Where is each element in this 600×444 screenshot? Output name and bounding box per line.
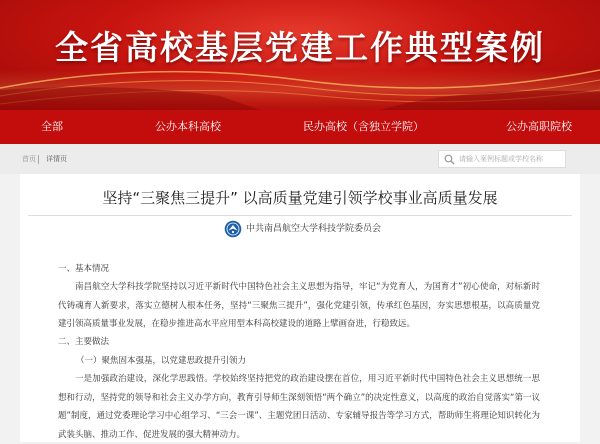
section-heading-2: 二、主要做法 <box>58 337 110 347</box>
paragraph-1 <box>58 278 540 334</box>
subsection-heading-1: （一）聚焦固本强基，以党建思政提升引领力 <box>76 356 247 366</box>
title-divider <box>28 215 572 216</box>
nav-item-public-vocational[interactable]: 公办高职院校 <box>506 120 572 133</box>
nav-item-public-undergrad[interactable]: 公办本科高校 <box>155 120 221 133</box>
main-nav <box>0 110 600 144</box>
search-icon[interactable] <box>444 154 455 165</box>
breadcrumb-separator <box>38 155 39 164</box>
article-source-text: 中共南昌航空大学科技学院委员会 <box>246 224 382 234</box>
school-logo-icon <box>224 220 242 238</box>
banner-title: 全省高校基层党建工作典型案例 <box>55 28 545 67</box>
nav-item-private[interactable]: 民办高校（含独立学院） <box>303 120 424 133</box>
breadcrumb-home[interactable]: 首页 <box>22 155 36 163</box>
section-heading-1: 一、基本情况 <box>58 264 110 274</box>
search-input[interactable] <box>459 151 563 167</box>
paragraph-2 <box>58 370 540 444</box>
header-banner <box>0 0 600 110</box>
breadcrumb-bar <box>0 144 600 174</box>
search-box[interactable] <box>438 150 566 168</box>
article-panel <box>20 174 580 442</box>
nav-item-all[interactable]: 全部 <box>41 120 63 133</box>
paragraph-1-text: 南昌航空大学科技学院坚持以习近平新时代中国特色社会主义思想为指导，牢记“为党育人，为国育才”初心使命，对标新时代铸魂育人新要求，落实立德树人根本任务，坚持“三聚焦三提升”，强化党建引领，传承红色基因，夯实思想根基，以高质量党建引领高质量事业发展，在稳步推进高水平应用型本科高校建设的道路上擘画奋进，行稳致远。 <box>58 282 540 329</box>
breadcrumb-current: 详情页 <box>46 155 67 163</box>
paragraph-2-text: 一是加强政治建设，深化学思践悟。学校始终坚持把党的政治建设摆在首位，用习近平新时代中国特色社会主义思想统一思想和行动，坚持党的领导和社会主义办学方向，教育引导师生深刻领悟“两个确立”的决定性意义，以高度的政治自觉落实“第一议题”制度，通过党委理论学习中心组学习、“三会一课”、主题党团日活动、专家辅导报告等学习方式，帮助师生将理论知识转化为武装头脑、推动工作、促进发展的强大精神动力。 <box>58 374 540 440</box>
article-title: 坚持“三聚焦三提升” 以高质量党建引领学校事业高质量发展 <box>102 189 498 207</box>
